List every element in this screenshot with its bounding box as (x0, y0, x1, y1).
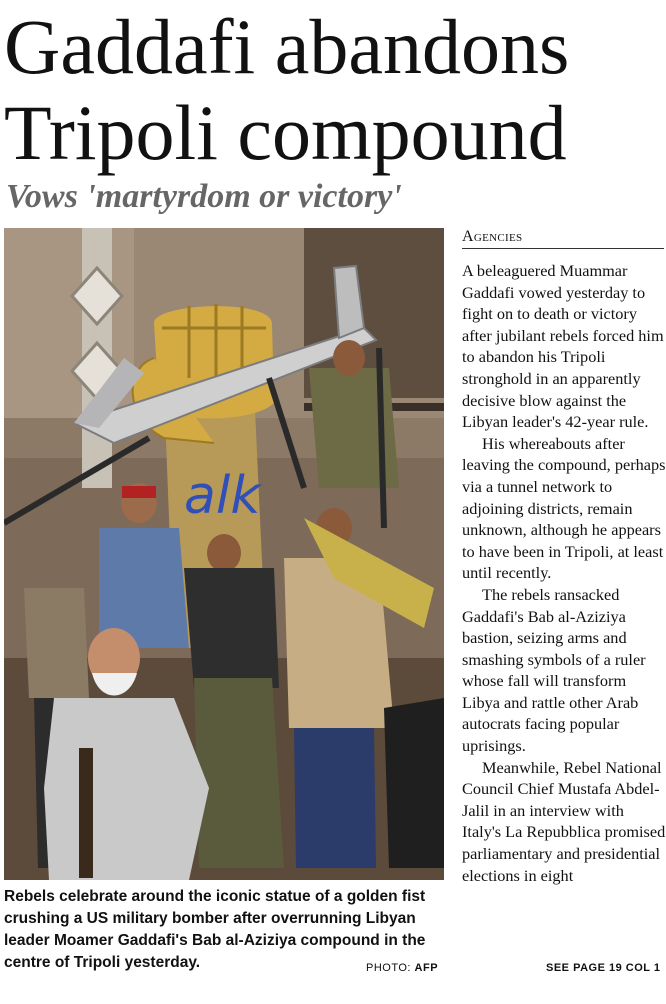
body-paragraph: The rebels ransacked Gaddafi's Bab al-Aziziya bastion, seizing arms and smashing symbols of a ruler whose fall will transform Libya and rattle other Arab autocrats facing popular uprisings. (462, 584, 646, 756)
continuation-reference: SEE PAGE 19 COL 1 (546, 962, 661, 974)
article-body (462, 260, 666, 886)
graffiti-text: alk (184, 466, 261, 526)
headline: Gaddafi abandons Tripoli compound (4, 3, 570, 176)
byline: Agencies (462, 228, 664, 249)
credit-source: AFP (414, 962, 439, 974)
photo-illustration (4, 228, 444, 880)
body-paragraph: His whereabouts after leaving the compound, perhaps via a tunnel network to adjoining districts, remain unknown, although he appears to have been in Tripoli, at least until recently. (462, 433, 666, 583)
body-paragraph: A beleaguered Muammar Gaddafi vowed yesterday to fight on to death or victory after jubilant rebels forced him to abandon his Tripoli stronghold in an apparently decisive blow against the Libyan leader's 42-year rule. (462, 261, 664, 432)
photo-credit (366, 962, 438, 974)
photo-caption: Rebels celebrate around the iconic statue of a golden fist crushing a US military bomber after overrunning Libyan leader Moamer Gaddafi's Bab al-Aziziya compound in the centre of Tripoli yesterday. (4, 888, 426, 971)
credit-label: PHOTO: (366, 962, 411, 974)
deck-subheadline: Vows 'martyrdom or victory' (6, 178, 402, 215)
news-photo (4, 228, 444, 880)
body-paragraph: Meanwhile, Rebel National Council Chief Mustafa Abdel-Jalil in an interview with Italy's La Repubblica promised parliamentary and presidential elections in eight (462, 757, 666, 885)
